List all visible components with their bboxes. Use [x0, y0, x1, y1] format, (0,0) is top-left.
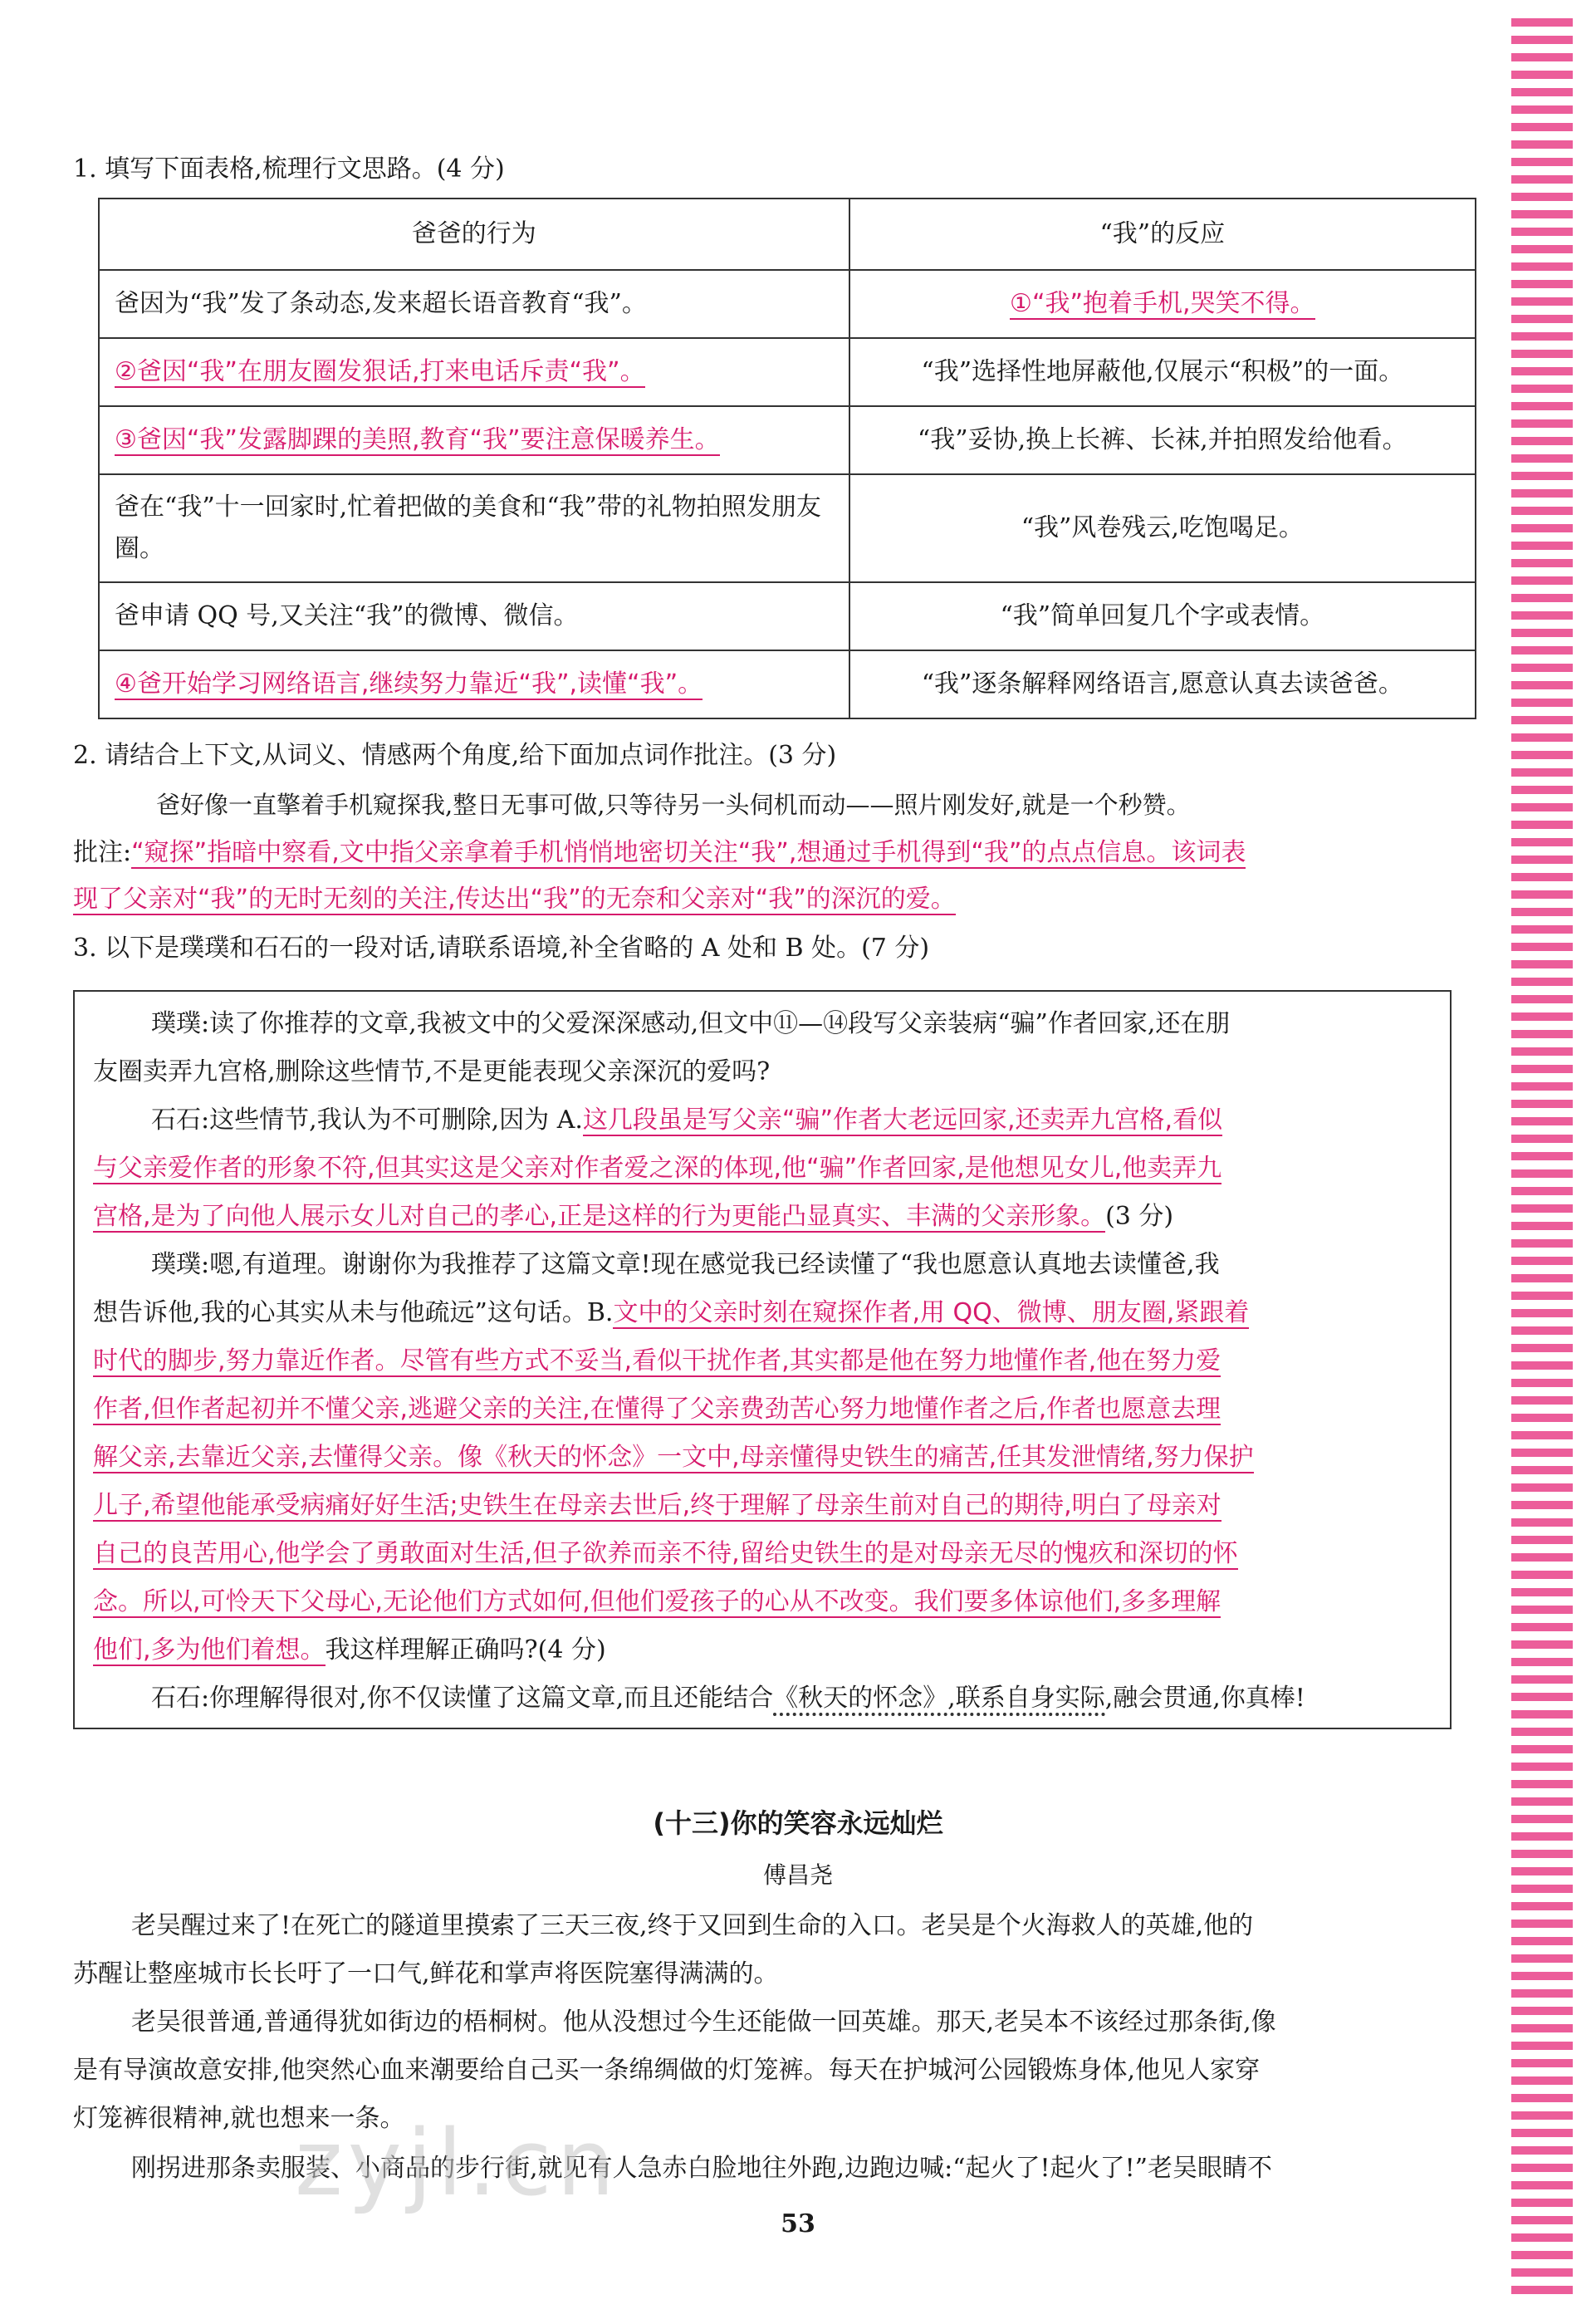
dialogue-box — [73, 990, 1452, 1729]
page-edge-stripe — [1511, 18, 1573, 2302]
answer-a-line: 宫格,是为了向他人展示女儿对自己的孝心,正是这样的行为更能凸显真实、丰满的父亲形象。(3 分) — [93, 1202, 1174, 1231]
dialogue-line: 璞璞:读了你推荐的文章,我被文中的父爱深深感动,但文中⑪—⑭段写父亲装病“骗”作者回家,还在朋 — [151, 1009, 1231, 1038]
table-cell-answer: ①“我”抱着手机,哭笑不得。 — [849, 270, 1476, 338]
article-paragraph: 老吴很普通,普通得犹如街边的梧桐树。他从没想过今生还能做一回英雄。那天,老吴本不该经过那条街,像 — [131, 2008, 1276, 2037]
article-paragraph: 刚拐进那条卖服装、小商品的步行街,就见有人急赤白脸地往外跑,边跑边喊:“起火了!起火了!”老吴眼睛不 — [131, 2154, 1272, 2183]
answer-b-line: 作者,但作者起初并不懂父亲,逃避父亲的关注,在懂得了父亲费劲苦心努力地懂作者之后,作者也愿意去理 — [93, 1395, 1221, 1424]
article-author: 傅昌尧 — [762, 1861, 833, 1889]
answer-b-line: 他们,多为他们着想。我这样理解正确吗?(4 分) — [93, 1635, 606, 1665]
dialogue-line: 想告诉他,我的心其实从未与他疏远”这句话。B.文中的父亲时刻在窥探作者,用 QQ、微博、朋友圈,紧跟着 — [93, 1298, 1250, 1327]
table-row — [99, 270, 1476, 338]
table-header-cell: “我”的反应 — [849, 199, 1476, 270]
answer-b-line: 自己的良苦用心,他学会了勇敢面对生活,但子欲养而亲不待,留给史铁生的是对母亲无尽的愧疚和深切的怀 — [93, 1539, 1238, 1568]
answer-b-line: 儿子,希望他能承受病痛好好生活;史铁生在母亲去世后,终于理解了母亲生前对自己的期待,明白了母亲对 — [93, 1491, 1221, 1520]
table-cell-answer: ③爸因“我”发露脚踝的美照,教育“我”要注意保暖养生。 — [99, 406, 849, 474]
watermark: zyjl.cn — [295, 2110, 620, 2216]
answer-b-line: 时代的脚步,努力靠近作者。尽管有些方式不妥当,看似干扰作者,其实都是他在努力地懂作者,他在努力爱 — [93, 1346, 1221, 1375]
q1-table — [98, 198, 1476, 719]
table-row — [99, 650, 1476, 718]
page-number: 53 — [781, 2209, 815, 2238]
dialogue-line: 璞璞:嗯,有道理。谢谢你为我推荐了这篇文章!现在感觉我已经读懂了“我也愿意认真地去读懂爸,我 — [151, 1250, 1220, 1279]
table-cell: “我”风卷残云,吃饱喝足。 — [849, 474, 1476, 582]
answer-b-line: 解父亲,去靠近父亲,去懂得父亲。像《秋天的怀念》一文中,母亲懂得史铁生的痛苦,任其发泄情绪,努力保护 — [93, 1443, 1254, 1472]
table-cell: “我”选择性地屏蔽他,仅展示“积极”的一面。 — [849, 338, 1476, 406]
answer-a-line: 与父亲爱作者的形象不符,但其实这是父亲对作者爱之深的体现,他“骗”作者回家,是他想见女儿,他卖弄九 — [93, 1154, 1222, 1183]
article-paragraph: 老吴醒过来了!在死亡的隧道里摸索了三天三夜,终于又回到生命的入口。老吴是个火海救人的英雄,他的 — [131, 1911, 1254, 1940]
table-cell: 爸申请 QQ 号,又关注“我”的微博、微信。 — [99, 582, 849, 650]
q1-prompt: 1. 填写下面表格,梳理行文思路。(4 分) — [73, 154, 505, 184]
q3-prompt: 3. 以下是璞璞和石石的一段对话,请联系语境,补全省略的 A 处和 B 处。(7 分) — [73, 934, 930, 963]
table-cell-answer: ②爸因“我”在朋友圈发狠话,打来电话斥责“我”。 — [99, 338, 849, 406]
dialogue-line: 友圈卖弄九宫格,删除这些情节,不是更能表现父亲深沉的爱吗? — [93, 1057, 771, 1086]
q2-annotation: 批注:“窥探”指暗中察看,文中指父亲拿着手机悄悄地密切关注“我”,想通过手机得到“我”的点点信息。该词表 — [73, 838, 1246, 867]
article-paragraph: 苏醒让整座城市长长吁了一口气,鲜花和掌声将医院塞得满满的。 — [73, 1959, 779, 1988]
table-header-row — [99, 199, 1476, 270]
dialogue-line: 石石:这些情节,我认为不可删除,因为 A.这几段虽是写父亲“骗”作者大老远回家,还卖弄九宫格,看似 — [151, 1106, 1223, 1135]
q2-annotation-label: 批注: — [73, 838, 132, 867]
table-cell-answer: ④爸开始学习网络语言,继续努力靠近“我”,读懂“我”。 — [99, 650, 849, 718]
dialogue-line: 石石:你理解得很对,你不仅读懂了这篇文章,而且还能结合《秋天的怀念》,联系自身实际,融会贯通,你真棒! — [93, 1674, 1433, 1723]
article-paragraph: 灯笼裤很精神,就也想来一条。 — [73, 2104, 405, 2133]
q2-quote: 爸好像一直擎着手机窥探我,整日无事可做,只等待另一头伺机而动——照片刚发好,就是一个秒赞。 — [156, 791, 1191, 819]
q2-prompt: 2. 请结合上下文,从词义、情感两个角度,给下面加点词作批注。(3 分) — [73, 741, 837, 770]
table-cell: 爸在“我”十一回家时,忙着把做的美食和“我”带的礼物拍照发朋友圈。 — [99, 474, 849, 582]
article-paragraph: 是有导演故意安排,他突然心血来潮要给自己买一条绵绸做的灯笼裤。每天在护城河公园锻炼身体,他见人家穿 — [73, 2056, 1261, 2085]
table-row — [99, 582, 1476, 650]
table-cell: “我”逐条解释网络语言,愿意认真去读爸爸。 — [849, 650, 1476, 718]
table-cell: 爸因为“我”发了条动态,发来超长语音教育“我”。 — [99, 270, 849, 338]
q2-annotation-line2: 现了父亲对“我”的无时无刻的关注,传达出“我”的无奈和父亲对“我”的深沉的爱。 — [73, 885, 956, 914]
table-cell: “我”简单回复几个字或表情。 — [849, 582, 1476, 650]
table-row — [99, 406, 1476, 474]
table-row — [99, 338, 1476, 406]
article-title: (十三)你的笑容永远灿烂 — [653, 1807, 943, 1839]
answer-b-line: 念。所以,可怜天下父母心,无论他们方式如何,但他们爱孩子的心从不改变。我们要多体谅他们,多多理解 — [93, 1587, 1221, 1616]
table-header-cell: 爸爸的行为 — [99, 199, 849, 270]
table-row — [99, 474, 1476, 582]
table-cell: “我”妥协,换上长裤、长袜,并拍照发给他看。 — [849, 406, 1476, 474]
